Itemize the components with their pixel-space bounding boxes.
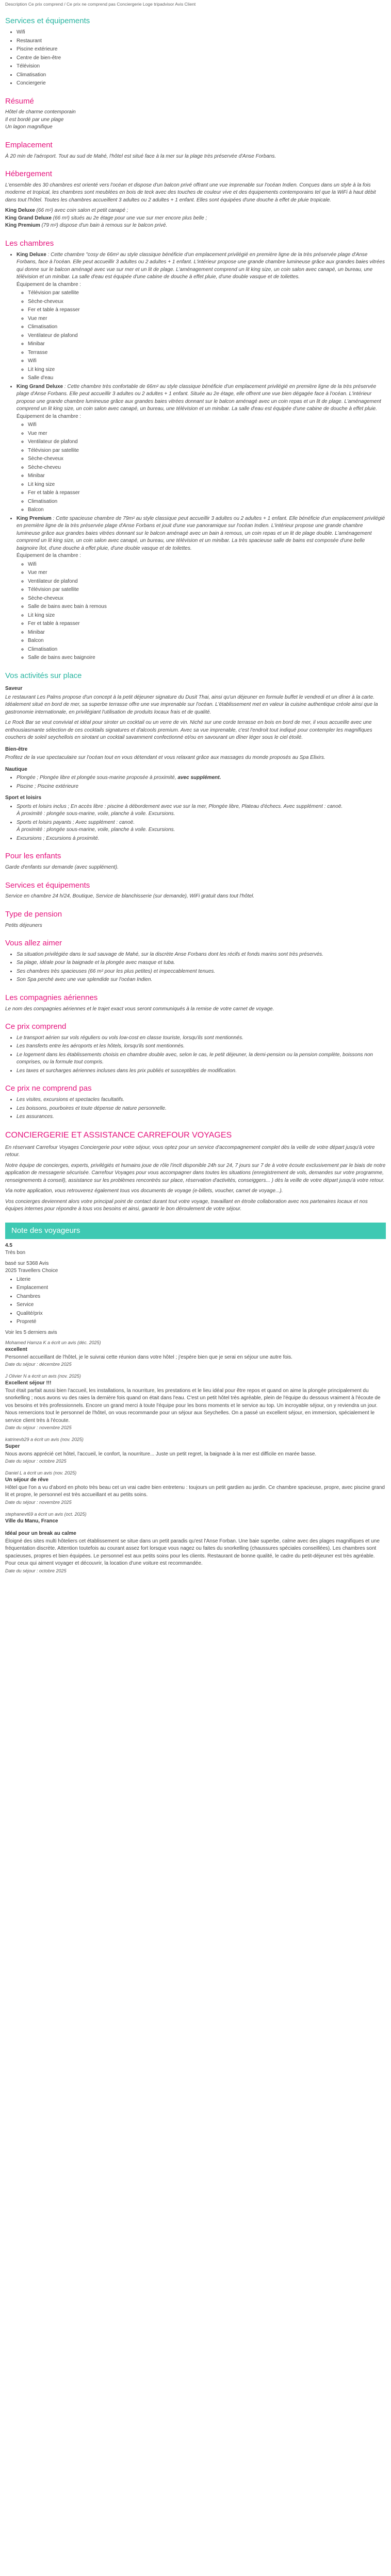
review-text: Hôtel que l'on a vu d'abord en photo très beau cet un vrai cadre bien entretenu : toujours un petit gardien au jardin. Ce chambre spacieuse, propre, avec piscine grand lit et propre, le personnel est très accueillant et au petits soins. xyxy=(5,1484,385,1498)
bien-etre-label: Bien-être xyxy=(5,746,28,752)
chambre-item xyxy=(17,383,386,514)
ne-comprend-item: • Les visites, excursions et spectacles facultatifs. xyxy=(17,1096,386,1104)
review xyxy=(5,1373,386,1431)
hebergement-item xyxy=(5,215,386,223)
review-text: Tout était parfait aussi bien l'accueil, les installations, la nourriture, les prestations et le lieu idéal pour être repos et quand on aime la plongée principalement du snorkelling ; nous avons vu des raies la dernière fois quand on était dans l'eau. C'est un petit hôtel très agréable, plein de l'équipe du dessous vraiment à l'écoute de vos besoins et très professionnels. Encore un grand merci à toute l'équipe pour les bons moments et le service au top. Un incroyable séjour, on y reviendra un jour. Nous remercions tout le personnel de l'hôtel, on vous recommande pour un séjour aux Seychelles. On a passé un excellent séjour, en immersion, spécialement le service client très à l'écoute. xyxy=(5,1387,381,1423)
breadcrumb[interactable]: Description Ce prix comprend / Ce prix ne comprend pas Conciergerie Loge tripadvisor Avis Client xyxy=(5,2,196,7)
chambre-equip-item: ◦ Climatisation xyxy=(28,498,386,506)
concierge-para: Notre équipe de concierges, experts, privilégiés et humains joue de rôle l'inclt disponible 24h sur 24, 7 jours sur 7 de à votre écoute exclusivement par le biais de notre application de messagerie sécurisée. Carrefour Voyages pour vous accompagner dans toutes les situations (enregistrement de vols, demandes sur votre programme, renseignements à conseil), assistance sur les problèmes rencontrés sur place, réservation d'activités, conseiggers... ) dès la veille de votre départ jusqu'à votre retour. xyxy=(5,1162,386,1183)
sport-list xyxy=(5,803,386,843)
comprend-item: • Le transport aérien sur vols réguliers ou vols low-cost en classe touriste, lorsqu'ils sont mentionnés. xyxy=(17,1035,386,1042)
concierge-text xyxy=(5,1144,386,1213)
saveur-label: Saveur xyxy=(5,686,23,692)
chambre-equip-item: ◦ Télévision par satellite xyxy=(28,447,386,455)
sport-item-line: • Excursions ; Excursions à proximité. xyxy=(17,835,100,841)
service-item: • Restaurant xyxy=(17,38,386,45)
services-title: Services et équipements xyxy=(5,16,90,26)
criteria-item: • Chambres xyxy=(17,1293,386,1301)
review-title: Ville du Manu, France xyxy=(5,1518,58,1524)
score-label: Très bon xyxy=(5,1250,26,1256)
compagnies-title: Les compagnies aériennes xyxy=(5,993,98,1002)
service-item: • Centre de bien-être xyxy=(17,55,386,62)
service-item: • Conciergerie xyxy=(17,80,386,88)
pension-title: Type de pension xyxy=(5,909,62,919)
sport-item xyxy=(17,803,386,818)
chambre-equip-item: ◦ Salle de bains avec baignoire xyxy=(28,654,386,662)
hebergement-item xyxy=(5,222,386,230)
services2-text: Service en chambre 24 h/24, Boutique, Service de blanchisserie (sur demande), WiFi gratuit dans tout l'hôtel. xyxy=(5,893,255,900)
emplacement-text: À 20 min de l'aéroport. Tout au sud de Mahé, l'hôtel est situé face à la mer sur la plage très préservée d'Anse Forbans. xyxy=(5,153,276,159)
chambre-equip-item: ◦ Ventilateur de plafond xyxy=(28,332,386,340)
reviews-list xyxy=(5,1340,386,1574)
chambre-text: : Cette chambre très confortable de 66m² au style classique bénéficie d'un emplacement privilégié en première ligne de la très préservée plage d'Anse Forbans. Elle peut accueillir 3 adultes ou 2 adultes + 1 enfant. Située au 2e étage, elle offrent une vue bien dégagée face à l'océan. L'intérieur propose une grande chambre lumineuse grâce aux grandes baies vitrées donnant sur le balcon aménagé avec un coin repas et un lit de plage. L'aménagement comprend un lit king size, un coin salon avec canapé, un bureau, une télévision et un minibar. La salle d'eau est équipée d'une cabine de douche à effet pluie. xyxy=(17,383,381,412)
nautique-list xyxy=(5,774,386,790)
criteria-item: • Service xyxy=(17,1301,386,1309)
sport-item-line: À proximité : plongée sous-marine, voile, planche à voile. Excursions. xyxy=(17,827,175,833)
score-sub: basé sur 5368 Avis xyxy=(5,1260,49,1266)
review-date: Date du séjour : novembre 2025 xyxy=(5,1425,72,1431)
chambre-equip-item: ◦ Balcon xyxy=(28,506,386,514)
hebergement-item xyxy=(5,207,386,215)
service-item: • Piscine extérieure xyxy=(17,46,386,54)
chambre-equip-label: Équipement de la chambre : xyxy=(17,413,82,419)
resume xyxy=(5,109,386,131)
notes-title: Note des voyageurs xyxy=(5,1223,386,1239)
enfants-title: Pour les enfants xyxy=(5,852,61,861)
chambre-equip-item: ◦ Vue mer xyxy=(28,569,386,577)
hebergement-item-name: King Deluxe xyxy=(5,208,35,214)
aimer-item: • Sa plage, idéale pour la baignade et la plongée avec masque et tuba. xyxy=(17,959,386,967)
chambre-equip-item: ◦ Fer et table à repasser xyxy=(28,620,386,628)
chambres-list xyxy=(5,251,386,662)
chambre-name: King Premium xyxy=(17,515,52,521)
chambre-name: King Grand Deluxe xyxy=(17,383,63,389)
hebergement-item-text: (79 m²) dispose d'un bain à remous sur le balcon privé. xyxy=(40,223,168,229)
chambre-desc xyxy=(17,251,386,281)
services-list xyxy=(5,29,386,88)
chambre-equip-item: ◦ Balcon xyxy=(28,637,386,645)
review xyxy=(5,1340,386,1368)
chambre-equip-item: ◦ Vue mer xyxy=(28,430,386,438)
ne-comprend-title: Ce prix ne comprend pas xyxy=(5,1084,92,1093)
aimer-list xyxy=(5,951,386,984)
ne-comprend-item: • Les assurances. xyxy=(17,1113,386,1121)
resume-line: Il est bordé par une plage xyxy=(5,116,64,123)
review-author: J Olivier N a écrit un avis (nov. 2025) xyxy=(5,1374,81,1379)
sport-item-line: • Sports et loisirs payants ; Avec supplément : canoë. xyxy=(17,819,135,825)
chambre-equip-item: ◦ Sèche-cheveux xyxy=(28,298,386,306)
review-title: Un séjour de rêve xyxy=(5,1477,48,1483)
saveur-para: Le restaurant Les Palms propose d'un concept à la petit déjeuner signature du Dusit Thai, ainsi qu'un déjeuner en formule buffet le vendredi et un dîner à la carte. Idéalement situé en bord de mer, sa superbe terrasse offre une vue imprenable sur l'océan. L'établissement met en valeur la cuisine authentique créole ainsi que la gastronomie internationale, en privilégiant l'utilisation de produits locaux frais et de qualité. xyxy=(5,694,378,715)
chambre-equip-item: ◦ Salle de bains avec bain à remous xyxy=(28,603,386,611)
chambre-equip-item: ◦ Minibar xyxy=(28,472,386,480)
review-title: Idéal pour un break au calme xyxy=(5,1531,76,1537)
review xyxy=(5,1511,386,1526)
chambre-equip-item: ◦ Lit king size xyxy=(28,481,386,489)
chambre-equip-item: ◦ Terrasse xyxy=(28,349,386,357)
aimer-item: • Sa situation privilégiée dans le sud sauvage de Mahé, sur la discrète Anse Forbans dont les récifs et fonds marins sont très préservés. xyxy=(17,951,386,959)
criteria-item: • Emplacement xyxy=(17,1284,386,1292)
review-author: Daniel L a écrit un avis (nov. 2025) xyxy=(5,1470,77,1476)
chambre-equip-item: ◦ Lit king size xyxy=(28,366,386,374)
nautique-item-bold: avec supplément. xyxy=(177,775,221,781)
review xyxy=(5,1470,386,1506)
review xyxy=(5,1436,386,1465)
chambre-equip-item: ◦ Ventilateur de plafond xyxy=(28,578,386,586)
review-author: stephanevt69 a écrit un avis (oct. 2025) xyxy=(5,1511,87,1517)
chambre-desc xyxy=(17,515,386,553)
chambre-item xyxy=(17,515,386,662)
concierge-para: Via notre application, vous retrouverez également tous vos documents de voyage (e-billets, voucher, carnet de voyage...). xyxy=(5,1188,283,1194)
chambre-equip-item: ◦ Sèche-cheveux xyxy=(28,595,386,603)
review-date: Date du séjour : novembre 2025 xyxy=(5,1499,72,1505)
enfants-text: Garde d'enfants sur demande (avec supplément). xyxy=(5,865,119,871)
chambre-item xyxy=(17,251,386,382)
review-title: Excellent séjour !!! xyxy=(5,1380,52,1386)
aimer-item: • Ses chambres très spacieuses (66 m² pour les plus petites) et impeccablement tenues. xyxy=(17,968,386,976)
review-title: Super xyxy=(5,1444,20,1450)
chambre-text: : Cette chambre "cosy de 66m² au style classique bénéficie d'un emplacement privilégié en première ligne de la très préservée plage d'Anse Forbans, face à l'océan. Elle peut accueillir 3 adultes ou 2 adultes + 1 enfant. L'intérieur propose une grande chambre lumineuse grâce aux grandes baies vitrées qui donne sur le balcon aménagé avec vue sur mer et un lit de plage. L'aménagement comprend un lit king size, un coin salon avec canapé, un bureau, une télévision et un minibar. La salle d'eau est équipée d'une cabine de douche à effet pluie, d'une double vasque et de toilettes. xyxy=(17,251,385,280)
chambre-equip-label: Équipement de la chambre : xyxy=(17,281,82,287)
service-item: • Climatisation xyxy=(17,72,386,79)
criteria-item: • Qualité/prix xyxy=(17,1310,386,1318)
bien-etre-text: Profitez de la vue spectaculaire sur l'océan tout en vous détendant et vous relaxant grâce aux massages du monde proposés au Spa Elixirs. xyxy=(5,755,325,761)
chambre-equip-item: ◦ Minibar xyxy=(28,341,386,348)
score-value: 4.5 xyxy=(5,1242,12,1248)
hebergement-item-text: (66 m²) avec coin salon et petit canapé ; xyxy=(35,208,128,214)
criteria-item: • Literie xyxy=(17,1276,386,1284)
sport-item xyxy=(17,819,386,834)
emplacement-title: Emplacement xyxy=(5,140,53,149)
hebergement-title: Hébergement xyxy=(5,170,52,179)
aimer-item: • Son Spa perché avec une vue splendide sur l'océan Indien. xyxy=(17,976,386,984)
chambre-equip-list xyxy=(17,561,386,662)
chambre-name: King Deluxe xyxy=(17,251,46,258)
ne-comprend-list xyxy=(5,1096,386,1121)
saveur-text xyxy=(5,694,386,742)
chambre-equip-item: ◦ Lit king size xyxy=(28,612,386,620)
services2-title: Services et équipements xyxy=(5,880,90,890)
chambre-equip-label: Équipement de la chambre : xyxy=(17,553,82,559)
chambre-equip-item: ◦ Télévision par satellite xyxy=(28,586,386,594)
service-item: • Wifi xyxy=(17,29,386,37)
review-text: Éloigné des sites multi hôteliers cet établissement se situe dans un petit paradis qu'est l'Anse Forban. Une baie superbe, calme avec des plages magnifiques et une fréquentation discrète. Attention toutefois au courant assez fort lorsque vous nagez ou faites du snorkelling (chaussures spéciales conseillées). Les chambres sont spacieuses, propres et bien équipées. Le personnel est aux petits soins pour les clients. Restaurant de bonne qualité, le cadre du petit-déjeuner est très agréable. Pour ceux qui aiment voyager et découvrir, la location d'une voiture est recommandée. xyxy=(5,1538,380,1567)
chambre-equip-item: ◦ Wifi xyxy=(28,358,386,365)
comprend-item: • Les taxes et surcharges aériennes incluses dans les prix publiés et susceptibles de modification. xyxy=(17,1067,386,1075)
sport-item xyxy=(17,835,386,843)
chambre-equip-item: ◦ Minibar xyxy=(28,629,386,637)
chambre-equip-item: ◦ Climatisation xyxy=(28,324,386,331)
hebergement-item-name: King Grand Deluxe xyxy=(5,215,52,221)
chambre-equip-item: ◦ Ventilateur de plafond xyxy=(28,438,386,446)
review-date: Date du séjour : décembre 2025 xyxy=(5,1362,72,1367)
nautique-label: Nautique xyxy=(5,766,27,772)
chambre-equip-item: ◦ Climatisation xyxy=(28,646,386,654)
chambre-equip-item: ◦ Vue mer xyxy=(28,315,386,323)
sport-item-line: À proximité : plongée sous-marine, voile, planche à voile. Excursions. xyxy=(17,811,175,817)
resume-line: Hôtel de charme contemporain xyxy=(5,109,76,115)
chambres-title: Les chambres xyxy=(5,239,54,248)
sport-label: Sport et loisirs xyxy=(5,795,42,801)
nautique-item: • Plongée ; Plongée libre et plongée sous-marine proposée à proximité, avec supplément. xyxy=(17,774,386,782)
criteria-list xyxy=(5,1276,386,1326)
review-author: Mohamed Hamza K a écrit un avis (déc. 2025) xyxy=(5,1340,101,1345)
comprend-list xyxy=(5,1035,386,1075)
concierge-para: En réservant Carrefour Voyages Conciergerie pour votre séjour, vous optez pour un service d'accompagnement complet dès la veille de votre départ jusqu'à votre retour. xyxy=(5,1144,375,1158)
hebergement-item-text: (66 m²) situés au 2e étage pour une vue sur mer encore plus belle ; xyxy=(52,215,207,221)
chambre-equip-item: ◦ Wifi xyxy=(28,561,386,569)
hebergement-item-name: King Premium xyxy=(5,223,40,229)
activites-title: Vos activités sur place xyxy=(5,671,82,680)
service-item: • Télévision xyxy=(17,63,386,71)
criteria-item: • Propreté xyxy=(17,1318,386,1326)
review-date: Date du séjour : octobre 2025 xyxy=(5,1459,67,1464)
concierge-para: Vos concierges deviennent alors votre principal point de contact durant tout votre voyage, travaillant en étroite collaboration avec nos partenaires locaux et nos équipes internes pour répondre à tous vos besoins et ainsi, garantir le bon déroulement de votre séjour. xyxy=(5,1198,368,1212)
chambre-equip-item: ◦ Salle d'eau xyxy=(28,375,386,382)
chambre-equip-item: ◦ Sèche-cheveux xyxy=(28,455,386,463)
concierge-title: CONCIERGERIE ET ASSISTANCE CARREFOUR VOYAGES xyxy=(5,1130,232,1140)
review xyxy=(5,1530,386,1574)
chambre-text: : Cette spacieuse chambre de 79m² au style classique peut accueillir 3 adultes ou 2 adultes + 1 enfant. Elle bénéficie d'un emplacement privilégié en première ligne de la très préservée plage d'Anse Forbans et jouit d'une vue panoramique sur l'océan Indien. L'intérieur propose une grande chambre lumineuse grâce aux grandes baies vitrées donnant sur le balcon aménagé avec un bain à remous, un coin repas et un lit de plage double. L'aménagement comprend un lit king size, un coin salon avec canapé, un bureau, une télévision et un minibar. La très spacieuse salle de bains est composée d'une belle baignoire îlot, d'une douche à effet pluie, d'une double vasque et de toilettes. xyxy=(17,515,385,551)
pension-text: Petits déjeuners xyxy=(5,922,42,928)
saveur-para: Le Rock Bar se veut convivial et idéal pour siroter un cocktail ou un verre de vin. Niché sur une corde terrasse en bois en bord de mer, il vous accueille avec une enthousiasmante sélection de ces cocktails signatures et d'alcools premium. Avec sa vue imprenable, c'est l'endroit tout indiqué pour contempler les magnifiques couchers de soleil seychellois en sirotant un cocktail savamment confectionné et/ou en savourant un dîner léger sous le ciel étoilé. xyxy=(5,720,372,741)
chambre-equip-list xyxy=(17,421,386,514)
chambre-desc xyxy=(17,383,386,413)
comprend-item: • Les transferts entre les aéroports et les hôtels, lorsqu'ils sont mentionnés. xyxy=(17,1043,386,1050)
review-author: katrinevb29 a écrit un avis (nov. 2025) xyxy=(5,1437,84,1443)
chambre-equip-item: ◦ Télévision par satellite xyxy=(28,290,386,297)
chambre-equip-item: ◦ Fer et table à repasser xyxy=(28,307,386,314)
review-title: excellent xyxy=(5,1347,27,1353)
aimer-title: Vous allez aimer xyxy=(5,939,62,948)
comprend-item: • Le logement dans les établissements choisis en chambre double avec, selon le cas, le petit déjeuner, la demi-pension ou la pension complète, boissons non comprises, ou la formule tout compris. xyxy=(17,1052,386,1066)
compagnies-text: Le nom des compagnies aériennes et le trajet exact vous seront communiqués à la remise de votre carnet de voyage. xyxy=(5,1006,274,1012)
review-text: Personnel accueillant de l'hôtel, je le suivrai cette réunion dans votre hôtel ; j'espère bien que je serai en séjour une autre fois. xyxy=(5,1354,292,1360)
last-reviews-link[interactable]: Voir les 5 derniers avis xyxy=(5,1329,57,1335)
hebergement-text: L'ensemble des 30 chambres est orienté vers l'océan et dispose d'un balcon privé offrant une vue imprenable sur l'océan Indien. Conçues dans un style à la fois moderne et tropical, les chambres sont meublées en bois de teck avec des touches de couleur vive et des équipements contemporains tel que la WiFi à haut débit dans tout l'hôtel. Toutes les chambres accueillent 3 adultes ou 2 adultes + 1 enfant. Elles sont équipées d'une douche à effet de pluie tropicale. xyxy=(5,182,376,203)
nautique-item: • Piscine ; Piscine extérieure xyxy=(17,783,386,791)
chambre-equip-item: ◦ Sèche-cheveu xyxy=(28,464,386,472)
chambre-equip-item: ◦ Wifi xyxy=(28,421,386,429)
resume-title: Résumé xyxy=(5,96,34,106)
sport-item-line: • Sports et loisirs inclus ; En accès libre : piscine à débordement avec vue sur la mer, Plongée libre, Plateau d'échecs. Avec supplément : canoë. xyxy=(17,803,343,809)
chambre-equip-list xyxy=(17,290,386,382)
chambre-equip-item: ◦ Fer et table à repasser xyxy=(28,489,386,497)
review-date: Date du séjour : octobre 2025 xyxy=(5,1568,67,1573)
review-text: Nous avons apprécié cet hôtel, l'accueil, le confort, la nourriture... Juste un petit regret, la baignade à la mer est difficile en marée basse. xyxy=(5,1451,317,1457)
comprend-title: Ce prix comprend xyxy=(5,1022,67,1031)
hebergement-items xyxy=(5,207,386,230)
award: 2025 Travellers Choice xyxy=(5,1268,58,1274)
ne-comprend-item: • Les boissons, pourboires et toute dépense de nature personnelle. xyxy=(17,1105,386,1113)
resume-line: Un lagon magnifique xyxy=(5,124,53,130)
